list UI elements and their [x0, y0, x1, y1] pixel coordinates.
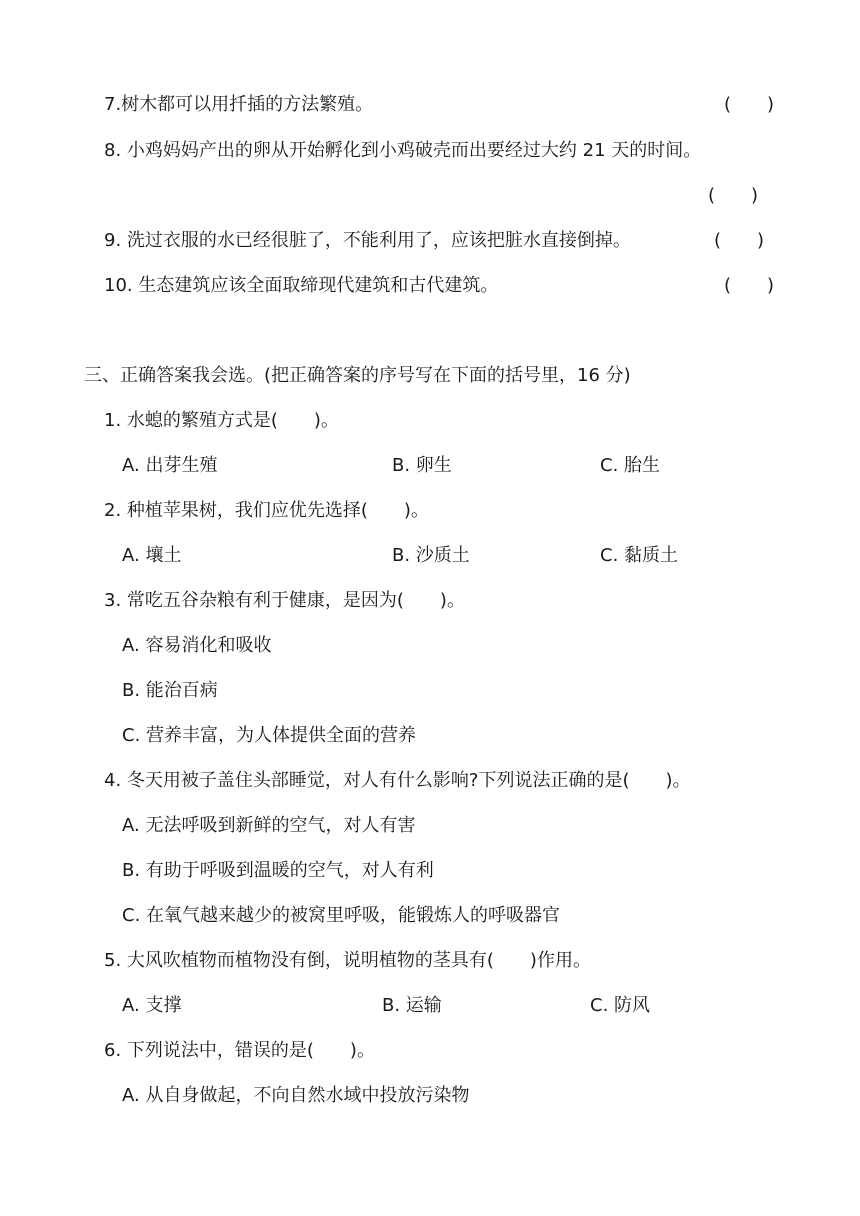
option-2c[interactable]: C. 黏质土	[600, 545, 679, 566]
option-4a[interactable]: A. 无法呼吸到新鲜的空气，对人有害	[122, 815, 416, 836]
option-5a[interactable]: A. 支撑	[122, 995, 182, 1016]
option-4c[interactable]: C. 在氧气越来越少的被窝里呼吸，能锻炼人的呼吸器官	[122, 905, 561, 926]
option-3a[interactable]: A. 容易消化和吸收	[122, 635, 272, 656]
option-3b[interactable]: B. 能治百病	[122, 680, 218, 701]
question-stem-1: 1. 水螅的繁殖方式是( )。	[104, 410, 339, 431]
answer-blank-7[interactable]: ( )	[724, 94, 775, 115]
option-1a[interactable]: A. 出芽生殖	[122, 455, 218, 476]
question-stem-2: 2. 种植苹果树，我们应优先选择( )。	[104, 500, 429, 521]
answer-blank-10[interactable]: ( )	[724, 275, 775, 296]
option-1c[interactable]: C. 胎生	[600, 455, 661, 476]
option-2b[interactable]: B. 沙质土	[392, 545, 470, 566]
option-3c[interactable]: C. 营养丰富，为人体提供全面的营养	[122, 725, 417, 746]
option-6a[interactable]: A. 从自身做起，不向自然水域中投放污染物	[122, 1085, 470, 1106]
answer-blank-9[interactable]: ( )	[714, 230, 765, 251]
option-4b[interactable]: B. 有助于呼吸到温暖的空气，对人有利	[122, 860, 434, 881]
question-stem-4: 4. 冬天用被子盖住头部睡觉，对人有什么影响?下列说法正确的是( )。	[104, 770, 691, 791]
judgment-item-8: 8. 小鸡妈妈产出的卵从开始孵化到小鸡破壳而出要经过大约 21 天的时间。	[104, 140, 702, 161]
section-heading: 三、正确答案我会选。(把正确答案的序号写在下面的括号里，16 分)	[84, 365, 631, 386]
option-2a[interactable]: A. 壤土	[122, 545, 182, 566]
judgment-item-10: 10. 生态建筑应该全面取缔现代建筑和古代建筑。	[104, 275, 499, 296]
judgment-item-9: 9. 洗过衣服的水已经很脏了，不能利用了，应该把脏水直接倒掉。	[104, 230, 631, 251]
option-5b[interactable]: B. 运输	[382, 995, 442, 1016]
question-stem-6: 6. 下列说法中，错误的是( )。	[104, 1040, 375, 1061]
judgment-item-7: 7.树木都可以用扦插的方法繁殖。	[104, 94, 374, 115]
option-5c[interactable]: C. 防风	[590, 995, 651, 1016]
question-stem-5: 5. 大风吹植物而植物没有倒，说明植物的茎具有( )作用。	[104, 950, 591, 971]
option-1b[interactable]: B. 卵生	[392, 455, 452, 476]
answer-blank-8[interactable]: ( )	[708, 185, 759, 206]
question-stem-3: 3. 常吃五谷杂粮有利于健康，是因为( )。	[104, 590, 465, 611]
